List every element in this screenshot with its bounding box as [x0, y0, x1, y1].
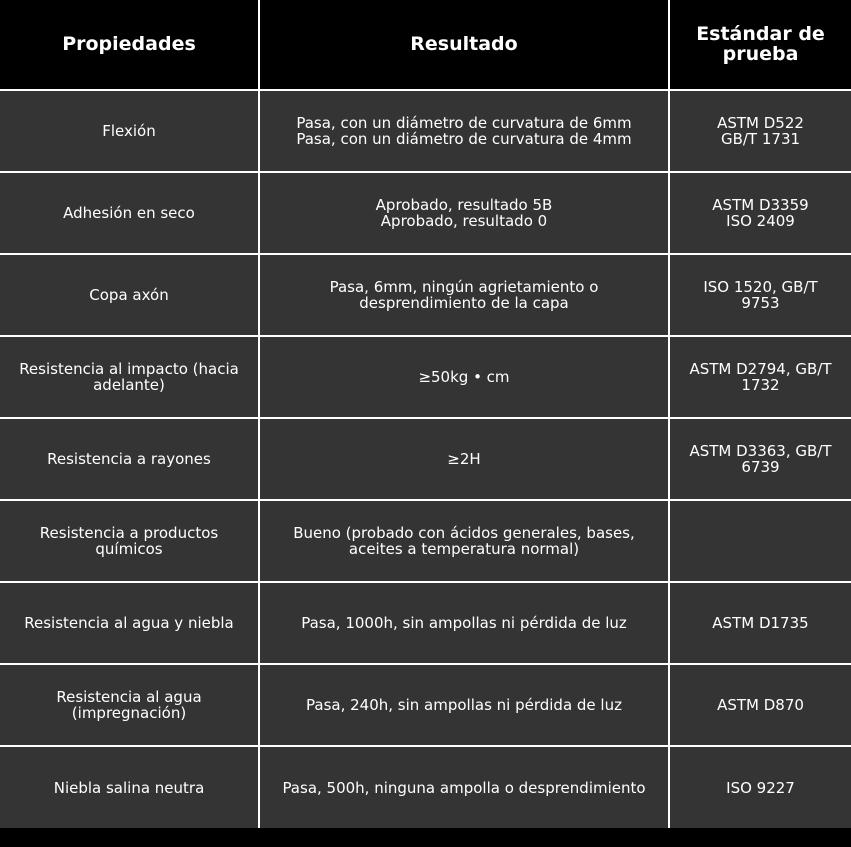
standard-cell: ASTM D3363, GB/T 6739 [669, 418, 851, 500]
standard-cell: ASTM D2794, GB/T 1732 [669, 336, 851, 418]
property-cell: Resistencia a productos químicos [0, 500, 259, 582]
standard-cell: ASTM D870 [669, 664, 851, 746]
table-row [0, 746, 851, 828]
standard-cell: ASTM D1735 [669, 582, 851, 664]
result-cell: Pasa, con un diámetro de curvatura de 6mm Pasa, con un diámetro de curvatura de 4mm [259, 90, 669, 172]
table-row [0, 664, 851, 746]
header-propiedades: Propiedades [0, 0, 259, 90]
result-cell: Pasa, 1000h, sin ampollas ni pérdida de luz [259, 582, 669, 664]
table-row [0, 254, 851, 336]
header-row [0, 0, 851, 90]
header-estandar: Estándar de prueba [669, 0, 851, 90]
result-cell: Bueno (probado con ácidos generales, bases, aceites a temperatura normal) [259, 500, 669, 582]
property-cell: Resistencia al impacto (hacia adelante) [0, 336, 259, 418]
table-header [0, 0, 851, 90]
table-row [0, 172, 851, 254]
result-cell: Pasa, 500h, ninguna ampolla o desprendimiento [259, 746, 669, 828]
table-body [0, 90, 851, 828]
property-cell: Adhesión en seco [0, 172, 259, 254]
result-cell: Pasa, 6mm, ningún agrietamiento o desprendimiento de la capa [259, 254, 669, 336]
standard-cell [669, 500, 851, 582]
property-cell: Resistencia a rayones [0, 418, 259, 500]
standard-cell: ASTM D522 GB/T 1731 [669, 90, 851, 172]
property-cell: Resistencia al agua y niebla [0, 582, 259, 664]
standard-cell: ISO 9227 [669, 746, 851, 828]
table-row [0, 582, 851, 664]
table-row [0, 418, 851, 500]
result-cell: Pasa, 240h, sin ampollas ni pérdida de luz [259, 664, 669, 746]
header-resultado: Resultado [259, 0, 669, 90]
table-row [0, 500, 851, 582]
result-cell: ≥50kg • cm [259, 336, 669, 418]
property-cell: Niebla salina neutra [0, 746, 259, 828]
table-row [0, 90, 851, 172]
table-row [0, 336, 851, 418]
standard-cell: ISO 1520, GB/T 9753 [669, 254, 851, 336]
standard-cell: ASTM D3359 ISO 2409 [669, 172, 851, 254]
result-cell: ≥2H [259, 418, 669, 500]
property-cell: Copa axón [0, 254, 259, 336]
property-cell: Resistencia al agua (impregnación) [0, 664, 259, 746]
result-cell: Aprobado, resultado 5B Aprobado, resultado 0 [259, 172, 669, 254]
property-cell: Flexión [0, 90, 259, 172]
